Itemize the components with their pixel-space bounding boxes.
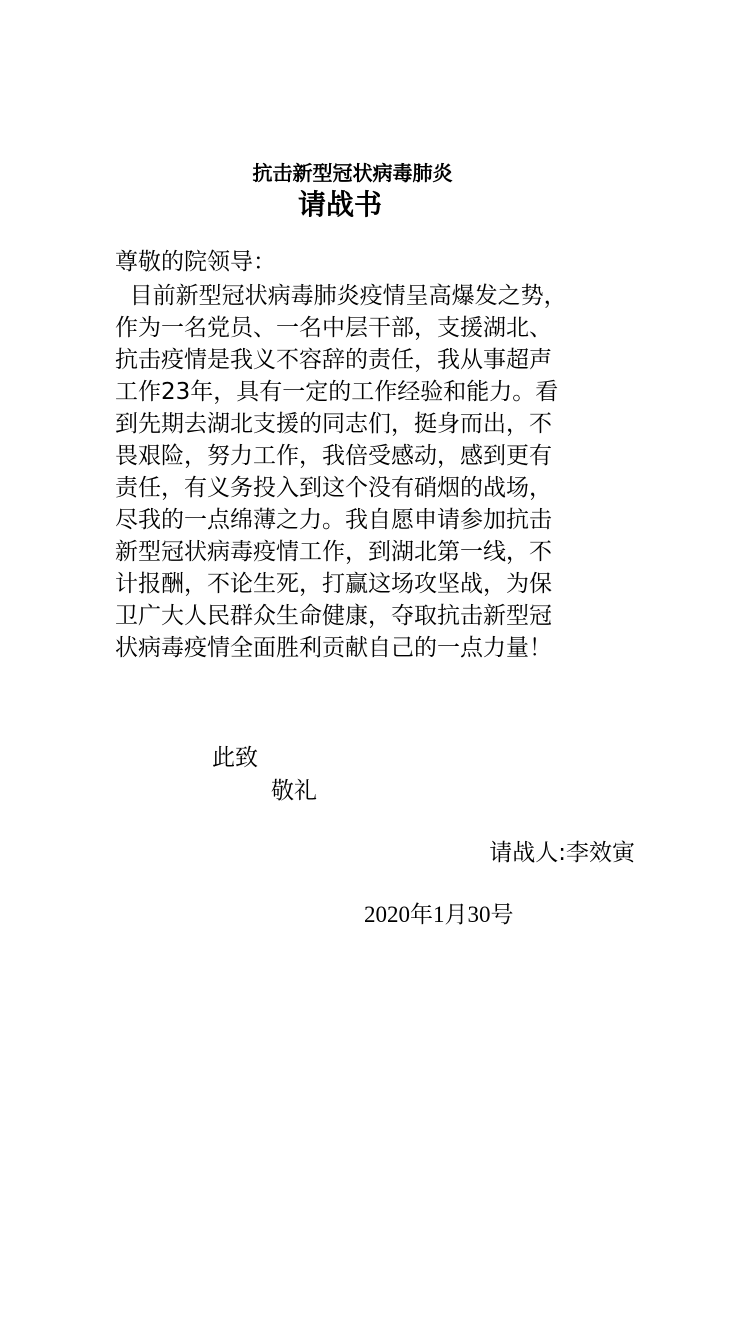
body-line: 计报酬，不论生死，打赢这场攻坚战，为保 [115, 571, 552, 597]
date: 2020年1月30号 [364, 902, 514, 927]
body-line: 工作23年，具有一定的工作经验和能力。看 [115, 379, 559, 405]
body-line: 畏艰险，努力工作，我倍受感动，感到更有 [115, 443, 552, 469]
body-line: 卫广大人民群众生命健康，夺取抗击新型冠 [115, 603, 552, 629]
document-subtitle: 抗击新型冠状病毒肺炎 [252, 161, 453, 185]
body-line: 抗击疫情是我义不容辞的责任，我从事超声 [115, 347, 552, 373]
salutation: 尊敬的院领导： [115, 249, 276, 275]
closing-line-1: 此致 [212, 745, 258, 771]
body-line: 尽我的一点绵薄之力。我自愿申请参加抗击 [115, 507, 552, 533]
body-line: 新型冠状病毒疫情工作，到湖北第一线，不 [115, 539, 552, 565]
letter-body [115, 280, 645, 664]
document-title: 请战书 [297, 188, 382, 221]
closing-line-2: 敬礼 [271, 778, 317, 804]
body-line: 目前新型冠状病毒肺炎疫情呈高爆发之势， [115, 283, 567, 309]
body-line: 到先期去湖北支援的同志们，挺身而出，不 [115, 411, 552, 437]
signature: 请战人:李效寅 [489, 840, 635, 866]
body-line: 状病毒疫情全面胜利贡献自己的一点力量！ [115, 635, 552, 661]
body-line: 责任，有义务投入到这个没有硝烟的战场， [115, 475, 552, 501]
body-line: 作为一名党员、一名中层干部，支援湖北、 [115, 315, 552, 341]
